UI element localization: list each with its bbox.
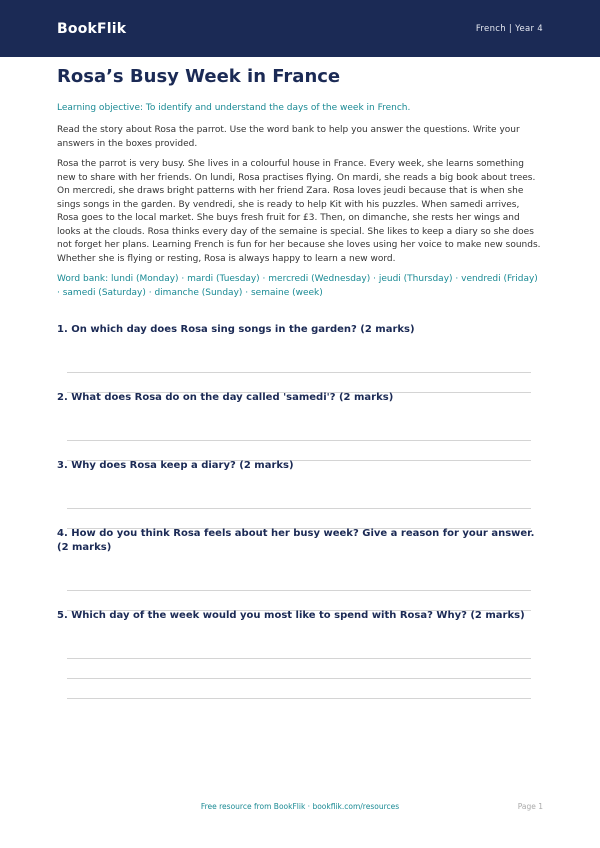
question-5: [57, 609, 543, 623]
answer-line[interactable]: [67, 698, 531, 699]
instructions: Read the story about Rosa the parrot. Use the word bank to help you answer the questions. Write your answers in the boxes provided.: [57, 125, 520, 149]
question-4: [57, 527, 543, 555]
question-text: 3. Why does Rosa keep a diary? (2 marks): [57, 460, 294, 471]
word-bank: Word bank: lundi (Monday) · mardi (Tuesday) · mercredi (Wednesday) · jeudi (Thursday) · vendredi (Friday) · samedi (Saturday) · dimanche (Sunday) · semaine (week): [57, 274, 538, 298]
story-text: Rosa the parrot is very busy. She lives in a colourful house in France. Every week, she learns something new to share with her friends. On lundi, Rosa practises flying. On mardi, she reads a big book about trees. On mercredi, she draws bright patterns with her friend Zara. Rosa loves jeudi because that is when she sings songs in the garden. By vendredi, she is ready to help Kit with his puzzles. When samedi arrives, Rosa goes to the local market. She buys fresh fruit for £3. Then, on dimanche, she rests her wings and looks at the clouds. Rosa thinks every day of the semaine is special. She likes to keep a diary so she does not forget her plans. Learning French is fun for her because she loves using her voice to make new sounds. Whether she is flying or resting, Rosa is always happy to learn a new word.: [57, 159, 541, 264]
question-2: [57, 391, 543, 405]
answer-line[interactable]: [67, 658, 531, 659]
subject-label: French | Year 4: [475, 23, 543, 34]
question-text: 4. How do you think Rosa feels about her busy week? Give a reason for your answer. (2 marks): [57, 528, 535, 553]
page-title: Rosa’s Busy Week in France: [57, 66, 341, 87]
answer-line[interactable]: [67, 508, 531, 509]
answer-line[interactable]: [67, 590, 531, 591]
page-number: Page 1: [517, 802, 543, 811]
answer-line[interactable]: [67, 440, 531, 441]
question-text: 1. On which day does Rosa sing songs in the garden? (2 marks): [57, 324, 415, 335]
question-text: 2. What does Rosa do on the day called 'samedi'? (2 marks): [57, 392, 394, 403]
question-3: [57, 459, 543, 473]
footer-source: Free resource from BookFlik · bookflik.com/resources: [200, 802, 400, 811]
question-text: 5. Which day of the week would you most like to spend with Rosa? Why? (2 marks): [57, 610, 525, 621]
brand-logo: BookFlik: [57, 20, 127, 37]
answer-line[interactable]: [67, 678, 531, 679]
learning-objective: Learning objective: To identify and understand the days of the week in French.: [57, 103, 411, 113]
worksheet-body: [57, 66, 543, 300]
question-1: [57, 323, 543, 337]
page-header: [0, 0, 600, 57]
answer-line[interactable]: [67, 372, 531, 373]
